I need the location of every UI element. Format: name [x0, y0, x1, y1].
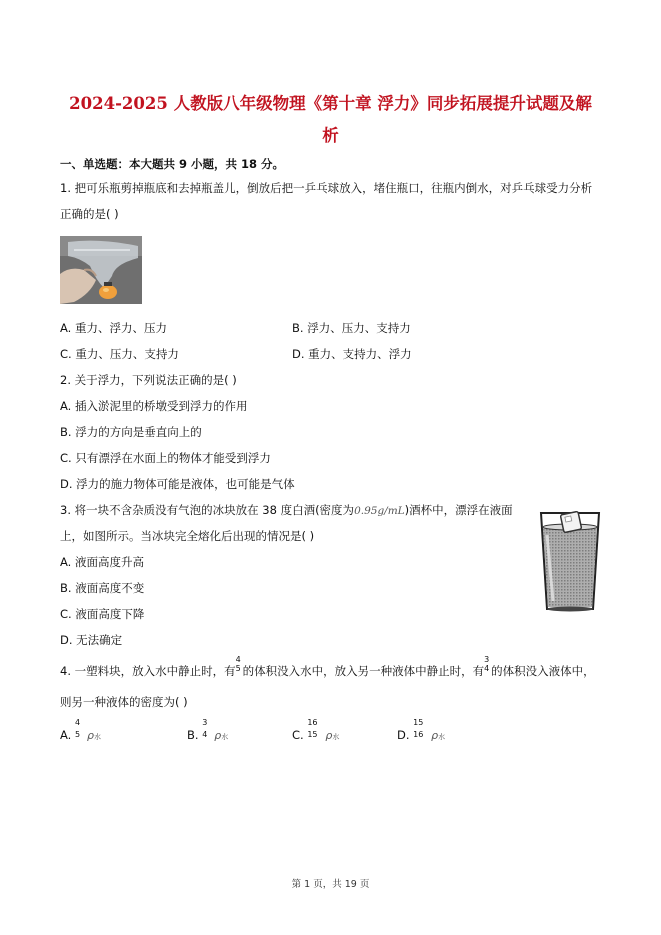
q2-option-a[interactable]: A. 插入淤泥里的桥墩受到浮力的作用 [60, 399, 248, 413]
q1-bottle-photo [60, 236, 142, 304]
q2-stem: 2. 关于浮力，下列说法正确的是( ) [60, 373, 237, 387]
q4-fraction-3-4: 3 4 [484, 655, 490, 673]
document-title-line1: 2024-2025 人教版八年级物理《第十章 浮力》同步拓展提升试题及解 [69, 94, 592, 113]
q4-fraction-4-5: 4 5 [235, 655, 241, 673]
q3-option-c[interactable]: C. 液面高度下降 [60, 607, 145, 621]
q4-option-c[interactable]: C. 16 15 ρ水 [292, 718, 340, 742]
document-title-line2: 析 [322, 126, 339, 145]
q1-option-d[interactable]: D. 重力、支持力、浮力 [292, 347, 412, 361]
q3-stem-line2: 上，如图所示。当冰块完全熔化后出现的情况是( ) [60, 529, 315, 543]
q1-option-b[interactable]: B. 浮力、压力、支持力 [292, 321, 411, 335]
q4-option-b[interactable]: B. 3 4 ρ水 [187, 718, 229, 742]
q3-stem-post: )酒杯中，漂浮在液面 [404, 503, 513, 517]
q3-density-value: 0.95g/mL [354, 505, 405, 517]
q3-option-a[interactable]: A. 液面高度升高 [60, 555, 144, 569]
q1-option-c[interactable]: C. 重力、压力、支持力 [60, 347, 179, 361]
q4-stem-part3: 的体积没入液体中， [491, 664, 595, 678]
q4-stem-part1: 4. 一塑料块，放入水中静止时，有 [60, 664, 236, 678]
q3-option-d[interactable]: D. 无法确定 [60, 633, 123, 647]
q4-stem-line2: 则另一种液体的密度为( ) [60, 695, 188, 709]
q4-option-d[interactable]: D. 15 16 ρ水 [397, 718, 446, 742]
q4-stem-part2: 的体积没入水中，放入另一种液体中静止时，有 [242, 664, 485, 678]
q3-stem-pre: 3. 将一块不含杂质没有气泡的冰块放在 38 度白酒(密度为 [60, 503, 355, 517]
q2-option-c[interactable]: C. 只有漂浮在水面上的物体才能受到浮力 [60, 451, 271, 465]
q2-option-d[interactable]: D. 浮力的施力物体可能是液体，也可能是气体 [60, 477, 295, 491]
q4-option-a[interactable]: A. 4 5 ρ水 [60, 718, 101, 742]
section-header: 一、单选题：本大题共 9 小题，共 18 分。 [60, 157, 285, 171]
q4-stem-line1 [60, 655, 595, 679]
page-number-footer: 第 1 页，共 19 页 [291, 879, 370, 890]
q1-option-a[interactable]: A. 重力、浮力、压力 [60, 321, 167, 335]
q2-option-b[interactable]: B. 浮力的方向是垂直向上的 [60, 425, 202, 439]
q1-stem-line2: 正确的是( ) [60, 207, 119, 221]
q3-option-b[interactable]: B. 液面高度不变 [60, 581, 145, 595]
q3-glass-with-ice-figure [537, 505, 603, 615]
q1-stem-line1: 1. 把可乐瓶剪掉瓶底和去掉瓶盖儿，倒放后把一乒乓球放入，堵住瓶口，往瓶内倒水，对乒乓球受力分析 [60, 181, 593, 195]
q3-stem-line1 [60, 502, 513, 519]
